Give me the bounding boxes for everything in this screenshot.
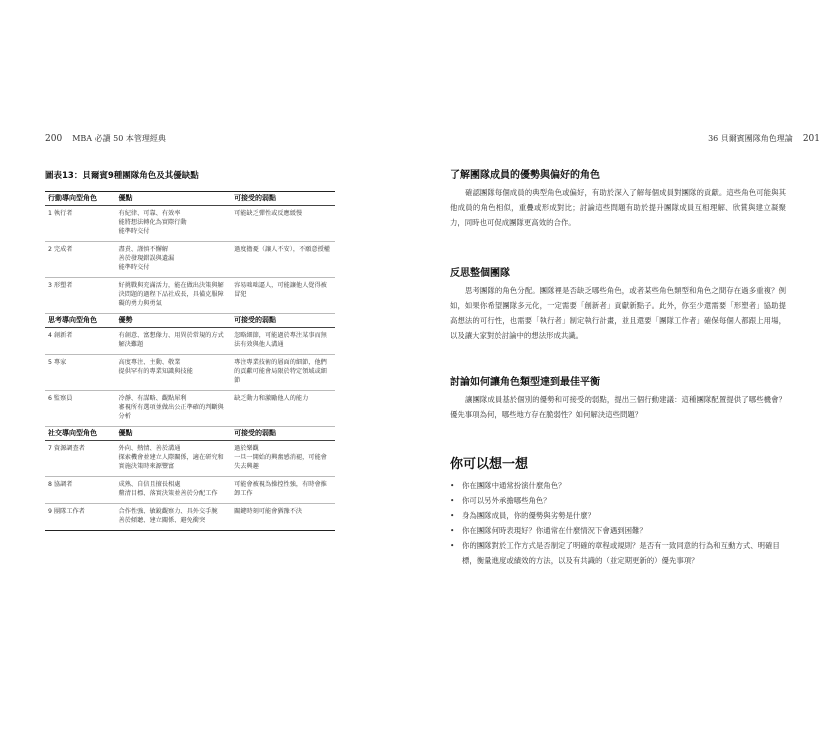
role-strengths [116, 328, 232, 355]
role-name: 4 創新者 [45, 328, 116, 355]
section-heading: 反思整個團隊 [450, 268, 510, 279]
cell-line: 能準時交付 [118, 228, 150, 235]
column-header: 優點 [116, 427, 232, 441]
column-header: 可接受的弱點 [231, 192, 335, 206]
role-name: 3 形塑者 [45, 278, 116, 314]
role-strengths [116, 242, 232, 278]
cell-line: 探索機會並建立人際關係，適在研究和實施決策時來源豐富 [118, 454, 224, 470]
cell-line: 能將想法轉化為實際行動 [118, 219, 187, 226]
table-row [45, 504, 335, 531]
role-name: 1 執行者 [45, 206, 116, 242]
column-header: 優點 [116, 192, 232, 206]
cell-line: 合作性強、敏銳觀察力、具外交手腕 [118, 508, 218, 515]
column-header: 思考導向型角色 [45, 314, 116, 328]
column-header: 社交導向型角色 [45, 427, 116, 441]
table-row [45, 391, 335, 427]
section-heading: 討論如何讓角色類型達到最佳平衡 [450, 377, 600, 388]
role-strengths [116, 441, 232, 477]
table-row [45, 441, 335, 477]
bullet: • [450, 511, 455, 520]
role-name: 9 團隊工作者 [45, 504, 116, 531]
cell-line: 高度專注、主動、敬業 [118, 359, 181, 366]
column-header: 行動導向型角色 [45, 192, 116, 206]
role-weaknesses [231, 477, 335, 504]
table-group-header [45, 192, 335, 206]
table-row [45, 328, 335, 355]
cell-line: 善於傾聽、建立關係、避免衝突 [118, 517, 206, 524]
role-strengths [116, 504, 232, 531]
bullet: • [450, 541, 455, 550]
role-name: 8 協調者 [45, 477, 116, 504]
think-section [450, 453, 786, 568]
section-body: 思考團隊的角色分配。團隊裡是否缺乏哪些角色，或者某些角色類型和角色之間存在過多重複？例如，如果你希望團隊多元化，一定需要「創新者」貢獻新點子。此外，你至少還需要「形塑者」協助提高想法的可行性，也需要「執行者」制定執行計畫，並且還要「團隊工作者」確保每個人都跟上用場，以及讓大家對於討論中的想法形成共識。 [450, 286, 786, 340]
cell-line: 好挑戰與充滿活力，能在做出決策與解決問題的過程下品社成長，具備克服障礙的勇力與勇氣 [118, 282, 224, 307]
section-body: 讓團隊成員基於個別的優勢和可接受的弱點，提出三個行動建議：這種團隊配置提供了哪些機會？優先事項為何，哪些地方存在脆弱性？如何解決這些問題？ [450, 395, 786, 419]
bullet: • [450, 526, 455, 535]
page-number: 201 [802, 134, 820, 144]
role-weaknesses [231, 355, 335, 391]
table-row [45, 206, 335, 242]
section-reflect [450, 264, 786, 343]
left-running-head [45, 133, 415, 147]
role-weaknesses [231, 504, 335, 531]
section-understand [450, 166, 786, 230]
question-list [450, 478, 786, 568]
table-row [45, 477, 335, 504]
cell-line: 可能會被視為操控性強，有時會推卸工作 [234, 481, 327, 497]
list-item: • 身為團隊成員，你的優勢與劣勢是什麼？ [450, 508, 786, 523]
cell-line: 一旦一開始的興奮感消褪，可能會失去興趣 [234, 454, 327, 470]
list-item: • 你的團隊對於工作方式是否制定了明確的章程或規則？是否有一致同意的行為和互動方式、明確目標，衡量進度或績效的方法，以及有共識的（並定期更新的）優先事項？ [450, 538, 786, 568]
cell-line: 提供罕有的專業知識與技能 [118, 368, 193, 375]
column-header: 可接受的弱點 [231, 427, 335, 441]
role-weaknesses [231, 441, 335, 477]
cell-line: 有紀律、可靠、有效率 [118, 210, 181, 217]
cell-line: 善於發現錯誤與遺漏 [118, 255, 175, 262]
table-row [45, 355, 335, 391]
bullet: • [450, 496, 455, 505]
left-page [45, 133, 415, 531]
role-weaknesses [231, 242, 335, 278]
figure-title: 圖表13：貝爾賓9種團隊角色及其優缺點 [45, 171, 199, 181]
cell-line: 釐清目標、落實決策並善於分配工作 [118, 490, 218, 497]
think-heading: 你可以想一想 [450, 457, 529, 472]
section-balance [450, 373, 786, 422]
role-name: 7 資源調查者 [45, 441, 116, 477]
table-group-header [45, 427, 335, 441]
cell-line: 有創意、富想像力、用異於常規的方式解決難題 [118, 332, 224, 348]
team-roles-table [45, 191, 335, 531]
chapter-title: 36 貝爾賓團隊角色理論 [708, 134, 793, 143]
section-heading: 了解團隊成員的優勢與偏好的角色 [450, 170, 600, 181]
role-name: 2 完成者 [45, 242, 116, 278]
cell-line: 能準時交付 [118, 264, 150, 271]
table-row [45, 278, 335, 314]
role-strengths [116, 391, 232, 427]
cell-line: 忽略細節，可能過於專注某事而無法有效與他人溝通 [234, 332, 327, 348]
cell-line: 外向、熱情、善於溝通 [118, 445, 181, 452]
list-item: • 你可以另外承擔哪些角色？ [450, 493, 786, 508]
cell-line: 過於樂觀 [234, 445, 259, 452]
role-strengths [116, 206, 232, 242]
column-header: 可接受的弱點 [231, 314, 335, 328]
role-strengths [116, 278, 232, 314]
cell-line: 關鍵時刻可能會猶豫不決 [234, 508, 303, 515]
table-group-header [45, 314, 335, 328]
role-strengths [116, 477, 232, 504]
cell-line: 容易咄咄逼人，可能讓他人覺得被冒犯 [234, 282, 327, 298]
role-name: 5 專家 [45, 355, 116, 391]
role-weaknesses [231, 328, 335, 355]
cell-line: 可能缺乏彈性或反應緩慢 [234, 210, 303, 217]
right-running-head [708, 133, 820, 147]
role-weaknesses [231, 206, 335, 242]
table-row [45, 242, 335, 278]
book-title: MBA 必讀 50 本管理經典 [72, 134, 166, 143]
cell-line: 專注專業技術的層面的細節，他們的貢獻可能會局限於特定領域或細節 [234, 359, 327, 384]
cell-line: 成熟、自信且擅長相處 [118, 481, 181, 488]
cell-line: 冷靜、有謀略、觀點犀利 [118, 395, 187, 402]
list-item: • 你在團隊中通常扮演什麼角色？ [450, 478, 786, 493]
list-item: • 你在團隊何時表現好？你通常在什麼情況下會遇到困難？ [450, 523, 786, 538]
role-name: 6 監察員 [45, 391, 116, 427]
cell-line: 過度擔憂（讓人不安），不願意授權 [234, 246, 330, 253]
role-weaknesses [231, 391, 335, 427]
cell-line: 盡責、謹慎不懈解 [118, 246, 169, 253]
cell-line: 缺乏動力和激勵他人的能力 [234, 395, 309, 402]
role-weaknesses [231, 278, 335, 314]
role-strengths [116, 355, 232, 391]
bullet: • [450, 481, 455, 490]
column-header: 優勢 [116, 314, 232, 328]
page-number: 200 [45, 134, 63, 144]
cell-line: 審視所有選項並做出公正準確的判斷與分析 [118, 404, 224, 420]
section-body: 確認團隊每個成員的典型角色或偏好，有助於深入了解每個成員對團隊的貢獻。這些角色可能與其他成員的角色相似，重疊或形成對比；討論這些問題有助於提升團隊成員互相理解、欣賞與建立凝聚力，同時也可促成團隊更高效的合作。 [450, 188, 786, 227]
